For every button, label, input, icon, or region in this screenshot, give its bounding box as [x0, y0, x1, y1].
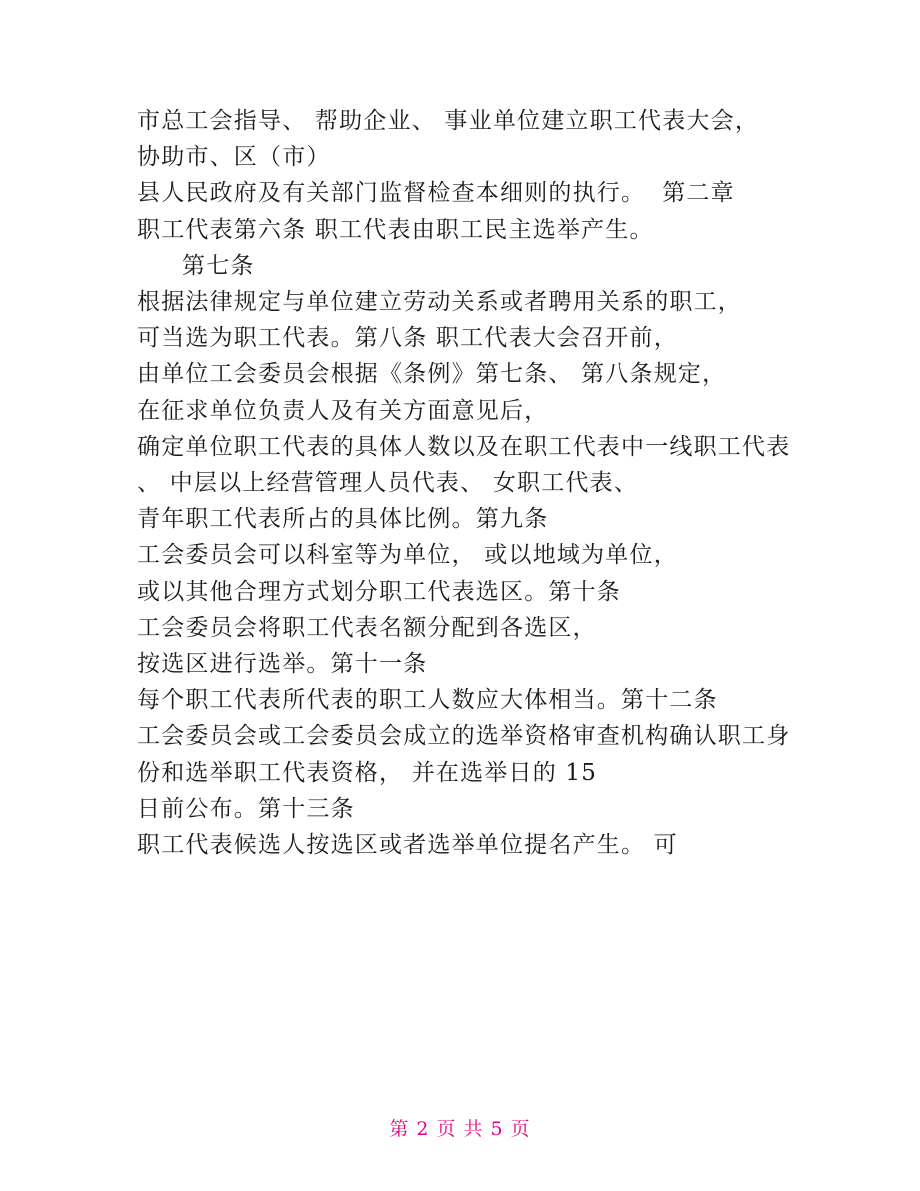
body-line: 青年职工代表所占的具体比例。第九条: [137, 506, 549, 533]
document-body: [137, 103, 817, 863]
body-line: 工会委员会将职工代表名额分配到各选区，: [137, 614, 597, 641]
body-line: 根据法律规定与单位建立劳动关系或者聘用关系的职工，: [137, 289, 742, 316]
body-line: 工会委员会可以科室等为单位， 或以地域为单位，: [137, 542, 678, 569]
body-line: 第七条: [182, 252, 255, 279]
body-line: 份和选举职工代表资格， 并在选举日的 15: [137, 759, 598, 786]
body-line: 可当选为职工代表。第八条 职工代表大会召开前，: [137, 325, 678, 352]
body-line: 确定单位职工代表的具体人数以及在职工代表中一线职工代表: [137, 433, 791, 460]
body-line: 、 中层以上经营管理人员代表、 女职工代表、: [137, 470, 639, 497]
body-line: 市总工会指导、 帮助企业、 事业单位建立职工代表大会，: [137, 108, 760, 134]
page-number-footer: 第 2 页 共 5 页: [389, 1118, 531, 1140]
body-line: 工会委员会或工会委员会成立的选举资格审查机构确认职工身: [137, 723, 791, 750]
body-line: 或以其他合理方式划分职工代表选区。第十条: [137, 578, 621, 605]
body-line: 职工代表候选人按选区或者选举单位提名产生。 可: [137, 832, 678, 859]
body-line: 协助市、区（市）: [137, 144, 331, 171]
body-line: 职工代表第六条 职工代表由职工民主选举产生。: [137, 216, 654, 243]
body-line: 按选区进行选举。第十一条: [137, 651, 428, 678]
body-line: 日前公布。第十三条: [137, 795, 355, 822]
body-line: 每个职工代表所代表的职工人数应大体相当。第十二条: [137, 687, 718, 714]
body-line: 在征求单位负责人及有关方面意见后，: [137, 397, 549, 424]
body-line: 县人民政府及有关部门监督检查本细则的执行。 第二章: [137, 180, 735, 207]
body-line: 由单位工会委员会根据《条例》第七条、 第八条规定，: [137, 361, 727, 388]
